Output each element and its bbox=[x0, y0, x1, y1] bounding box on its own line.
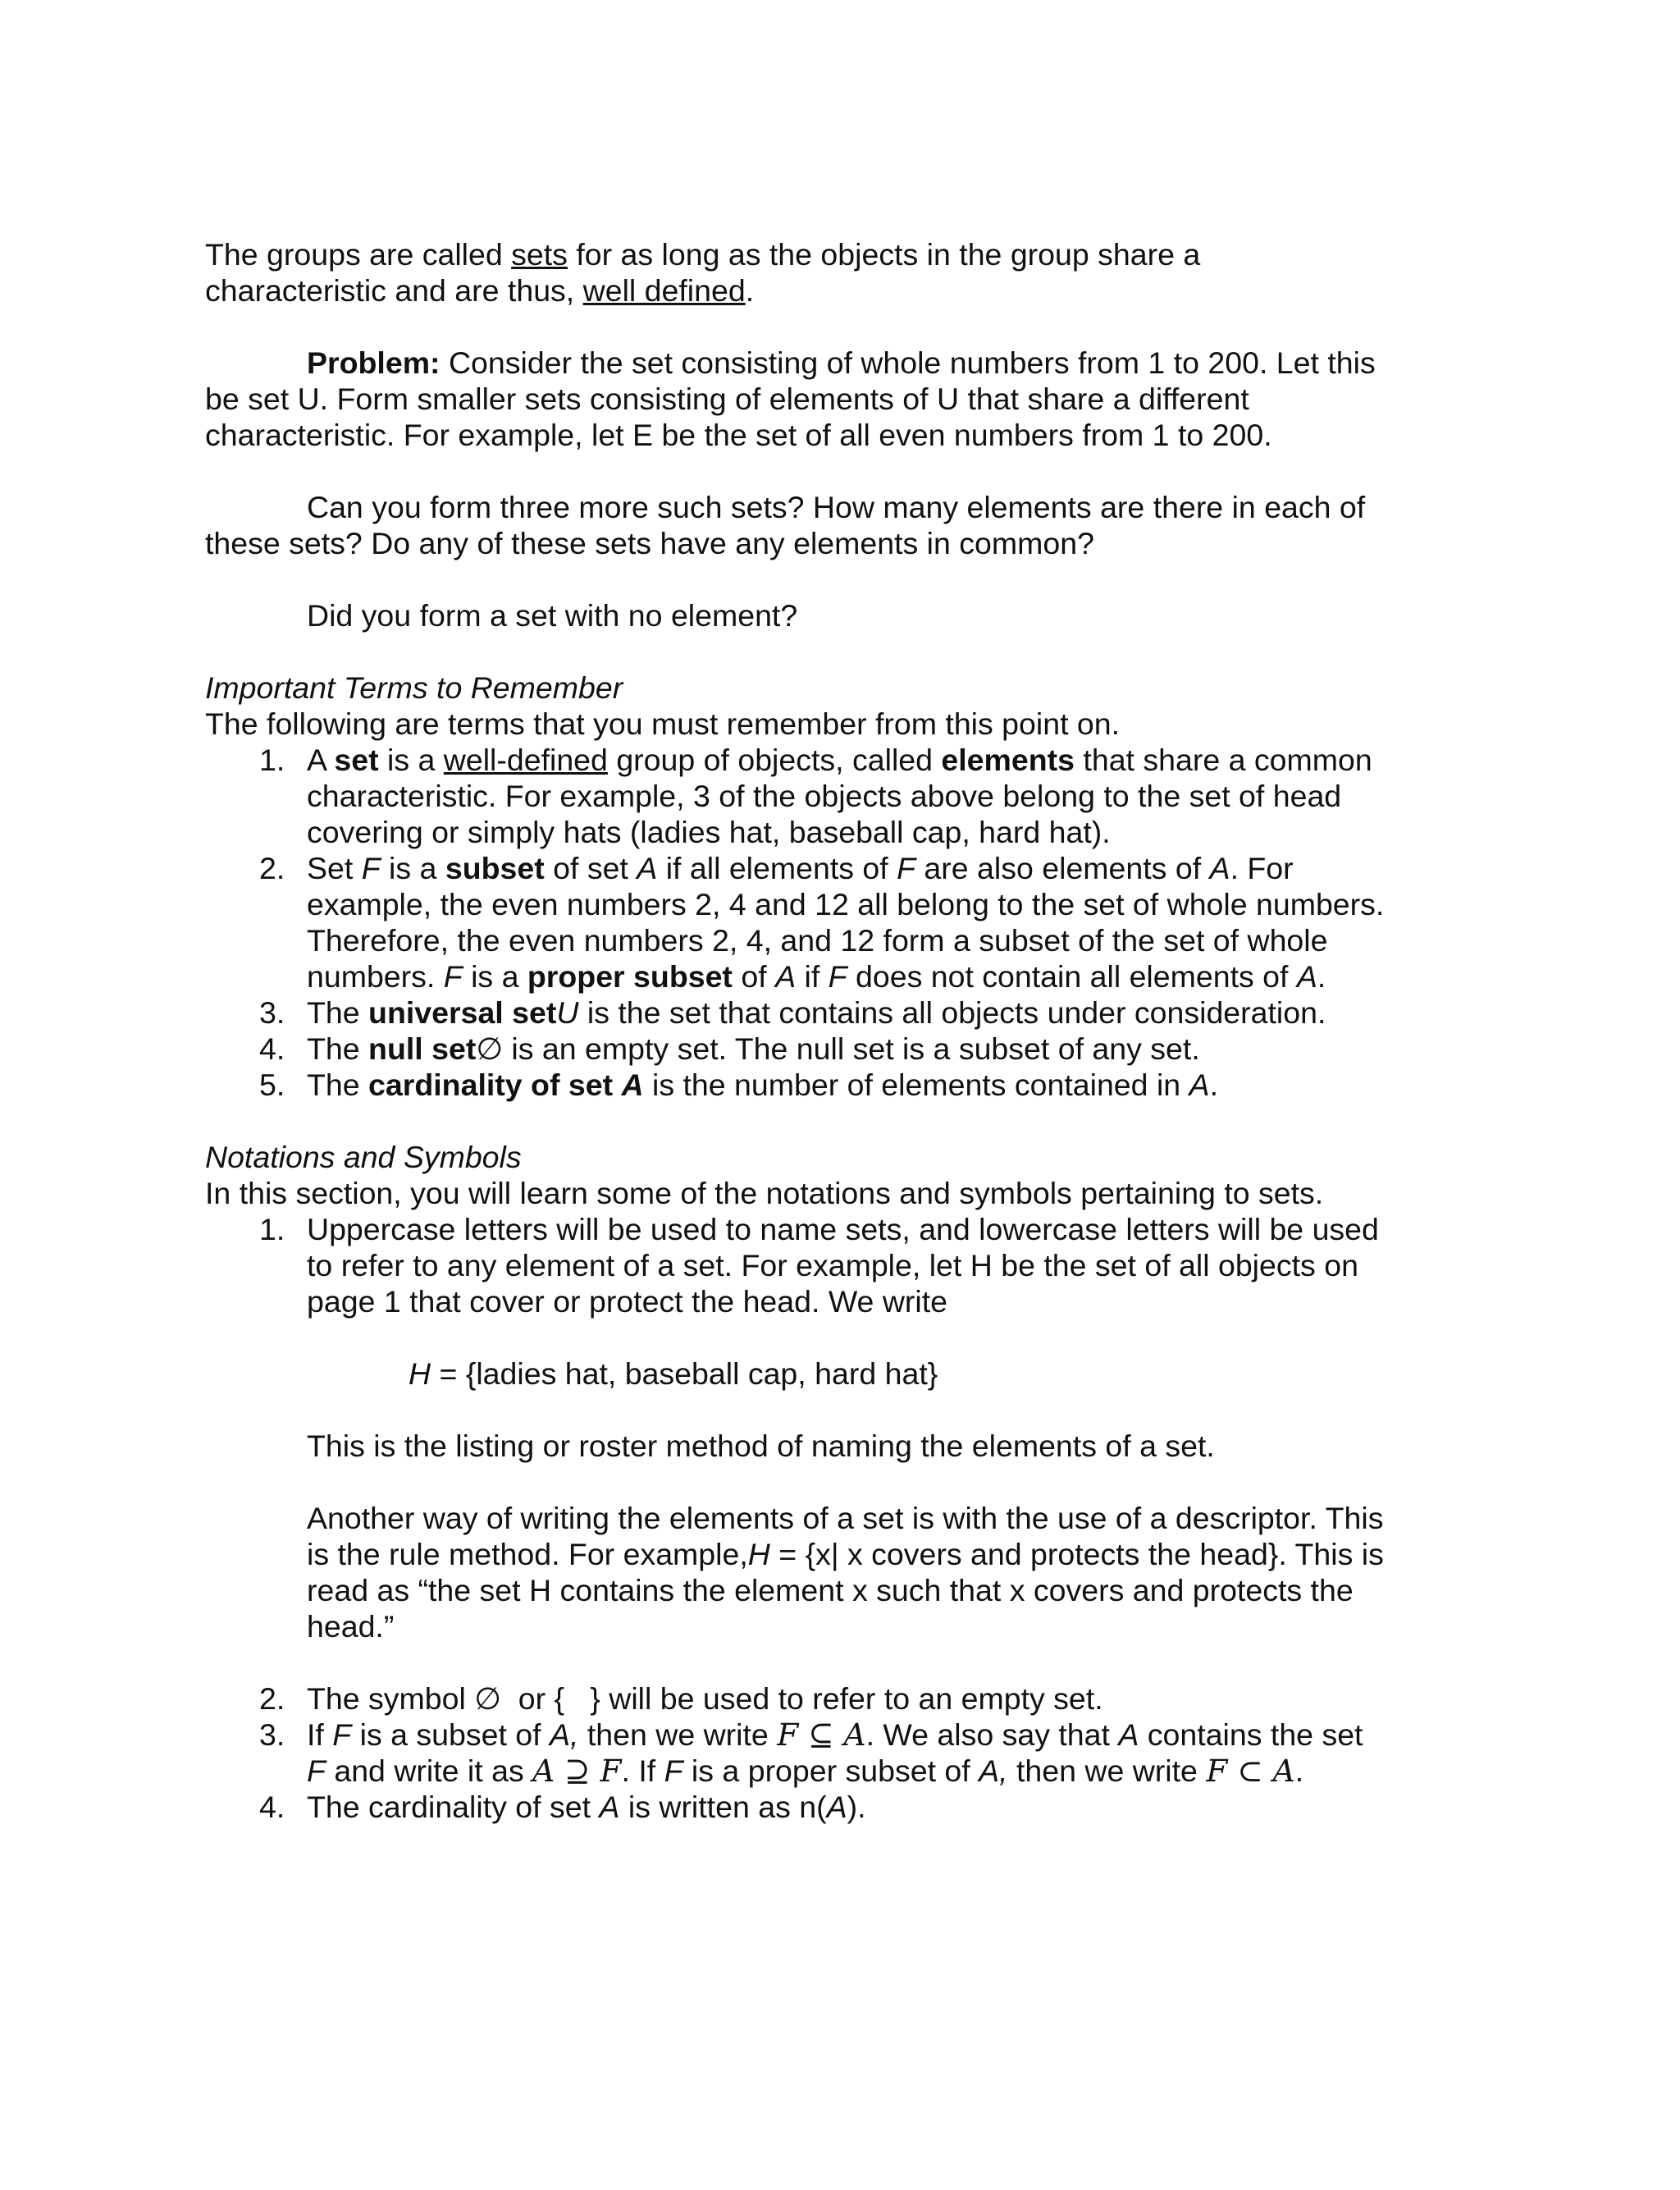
text: then we write bbox=[578, 1717, 778, 1752]
terms-list bbox=[205, 742, 1386, 1103]
list-number: 4. bbox=[259, 1790, 285, 1824]
list-item bbox=[205, 1789, 1386, 1825]
italic-var: F bbox=[361, 851, 381, 885]
text: is the set that contains all objects under consideration. bbox=[578, 995, 1326, 1030]
italic-var: A bbox=[1189, 1068, 1210, 1102]
italic-var: A bbox=[775, 959, 797, 994]
list-number: 4. bbox=[259, 1031, 285, 1066]
text: If bbox=[307, 1717, 333, 1752]
list-item bbox=[205, 994, 1386, 1031]
text: A bbox=[307, 743, 335, 777]
text: of bbox=[732, 959, 776, 994]
notations-list bbox=[205, 1211, 1386, 1825]
text: is a bbox=[462, 959, 527, 994]
list-item bbox=[205, 1680, 1386, 1717]
question-paragraph: Did you form a set with no element? bbox=[307, 598, 798, 633]
list-number: 2. bbox=[259, 1681, 285, 1716]
italic-var: A bbox=[599, 1790, 620, 1824]
text: that share a common characteristic. For example, 3 of the objects above belong to the set of head covering or simply hats (ladies hat, baseball cap, hard hat). bbox=[307, 743, 1372, 849]
text: contains the set bbox=[1139, 1717, 1363, 1752]
italic-var: F bbox=[307, 1753, 326, 1788]
text: is an empty set. The null set is a subset of any set. bbox=[503, 1031, 1200, 1066]
text: if all elements of bbox=[657, 851, 897, 885]
text: Set bbox=[307, 851, 362, 885]
roster-example bbox=[307, 1356, 1386, 1392]
bold-term: null set bbox=[368, 1031, 477, 1066]
section-intro-terms: The following are terms that you must remember from this point on. bbox=[205, 706, 1121, 741]
text: is the number of elements contained in bbox=[643, 1068, 1189, 1102]
text: . We also say that bbox=[865, 1717, 1119, 1752]
subset-expression: F ⊆ A bbox=[777, 1717, 866, 1753]
list-item bbox=[205, 1211, 1386, 1644]
text: or { } will be used to refer to an empty set. bbox=[500, 1681, 1103, 1716]
italic-var: F bbox=[897, 851, 916, 885]
text: and write it as bbox=[325, 1753, 533, 1788]
text: . For example, the even numbers 2, 4 and 12 all belong to the set of whole numbers. Therefore, the even numbers 2, 4, and 12 form a subset of the set of whole numbers. bbox=[307, 851, 1385, 994]
question-paragraph: Can you form three more such sets? How many elements are there in each of these sets? Do any of these sets have any elements in common? bbox=[205, 490, 1366, 560]
italic-var: F bbox=[332, 1717, 352, 1752]
text: does not contain all elements of bbox=[847, 959, 1297, 994]
text: . bbox=[1294, 1753, 1304, 1788]
text: if bbox=[796, 959, 829, 994]
section-intro-notations: In this section, you will learn some of the notations and symbols pertaining to sets. bbox=[205, 1176, 1324, 1210]
italic-var: F bbox=[443, 959, 463, 994]
text: group of objects, called bbox=[607, 743, 942, 777]
list-number: 2. bbox=[259, 851, 285, 885]
bold-term: set bbox=[334, 743, 379, 777]
italic-var: H bbox=[747, 1537, 770, 1571]
text: is a bbox=[378, 743, 444, 777]
list-number: 5. bbox=[259, 1068, 285, 1102]
italic-var: A, bbox=[549, 1717, 579, 1752]
bold-term: proper subset bbox=[527, 959, 733, 994]
empty-set-symbol: ∅ bbox=[476, 1031, 503, 1067]
text: is a proper subset of bbox=[682, 1753, 979, 1788]
text: then we write bbox=[1007, 1753, 1207, 1788]
text: The symbol bbox=[307, 1681, 475, 1716]
italic-var: F bbox=[828, 959, 847, 994]
bold-term: elements bbox=[941, 743, 1075, 777]
bold-term: universal set bbox=[368, 995, 557, 1030]
list-number: 1. bbox=[259, 1212, 285, 1246]
bold-italic-var: A bbox=[621, 1068, 644, 1102]
bold-term: cardinality of set bbox=[368, 1068, 622, 1102]
italic-var: A bbox=[1209, 851, 1230, 885]
text: = {x| x covers and protects the head}. This is read as “the set H contains the element x such that x covers and protects the head.” bbox=[307, 1537, 1384, 1644]
list-item bbox=[205, 1031, 1386, 1067]
intro-text: The groups are called bbox=[205, 237, 512, 272]
text: . If bbox=[621, 1753, 664, 1788]
well-defined-term: well defined bbox=[582, 273, 746, 308]
text: of set bbox=[544, 851, 637, 885]
text: is a subset of bbox=[351, 1717, 550, 1752]
italic-var: A, bbox=[979, 1753, 1008, 1788]
text: . bbox=[1209, 1068, 1218, 1102]
superset-expression: A ⊇ F bbox=[532, 1753, 622, 1789]
list-item bbox=[205, 742, 1386, 850]
proper-subset-expression: F ⊂ A bbox=[1206, 1753, 1295, 1789]
document-page bbox=[205, 236, 1386, 1825]
text: are also elements of bbox=[915, 851, 1210, 885]
rule-method-text bbox=[307, 1500, 1386, 1644]
italic-var: H bbox=[409, 1356, 431, 1391]
text: The bbox=[307, 1031, 369, 1066]
text: ). bbox=[847, 1790, 866, 1824]
intro-text: for as long as the objects in the group share a characteristic and are thus, bbox=[205, 237, 1201, 308]
list-number: 1. bbox=[259, 743, 285, 777]
problem-paragraph bbox=[205, 345, 1386, 453]
intro-paragraph bbox=[205, 236, 1386, 309]
italic-var: U bbox=[556, 995, 579, 1030]
problem-label: Problem: bbox=[307, 345, 441, 380]
text: = {ladies hat, baseball cap, hard hat} bbox=[431, 1356, 938, 1391]
italic-var: F bbox=[664, 1753, 683, 1788]
text: Another way of writing the elements of a set is with the use of a descriptor. This is the rule method. For example, bbox=[307, 1501, 1384, 1571]
list-item bbox=[205, 1067, 1386, 1103]
list-number: 3. bbox=[259, 995, 285, 1030]
intro-text: . bbox=[745, 273, 755, 308]
text: is written as n( bbox=[619, 1790, 827, 1824]
italic-var: A bbox=[1296, 959, 1317, 994]
text: The bbox=[307, 995, 369, 1030]
sets-term: sets bbox=[511, 237, 568, 272]
list-item bbox=[205, 1717, 1386, 1789]
italic-var: A bbox=[1118, 1717, 1139, 1752]
section-heading-terms: Important Terms to Remember bbox=[205, 670, 623, 705]
list-item bbox=[205, 850, 1386, 994]
text: . bbox=[1317, 959, 1326, 994]
notation-text: Uppercase letters will be used to name sets, and lowercase letters will be used to refer to any element of a set. For example, let H be the set of all objects on page 1 that cover or protect the head. We write bbox=[307, 1212, 1379, 1319]
text: is a bbox=[380, 851, 445, 885]
notation-text: This is the listing or roster method of naming the elements of a set. bbox=[307, 1429, 1215, 1463]
problem-text: Consider the set consisting of whole numbers from 1 to 200. Let this be set U. Form smaller sets consisting of elements of U that share a different characteristic. For example, let E be the set of all even numbers from 1 to 200. bbox=[205, 345, 1376, 452]
list-number: 3. bbox=[259, 1717, 285, 1752]
text: The cardinality of set bbox=[307, 1790, 600, 1824]
underlined-term: well-defined bbox=[443, 743, 608, 777]
bold-term: subset bbox=[445, 851, 545, 885]
empty-set-symbol: ∅ bbox=[474, 1680, 501, 1717]
italic-var: A bbox=[637, 851, 658, 885]
text: The bbox=[307, 1068, 369, 1102]
italic-var: A bbox=[826, 1790, 847, 1824]
section-heading-notations: Notations and Symbols bbox=[205, 1140, 522, 1174]
